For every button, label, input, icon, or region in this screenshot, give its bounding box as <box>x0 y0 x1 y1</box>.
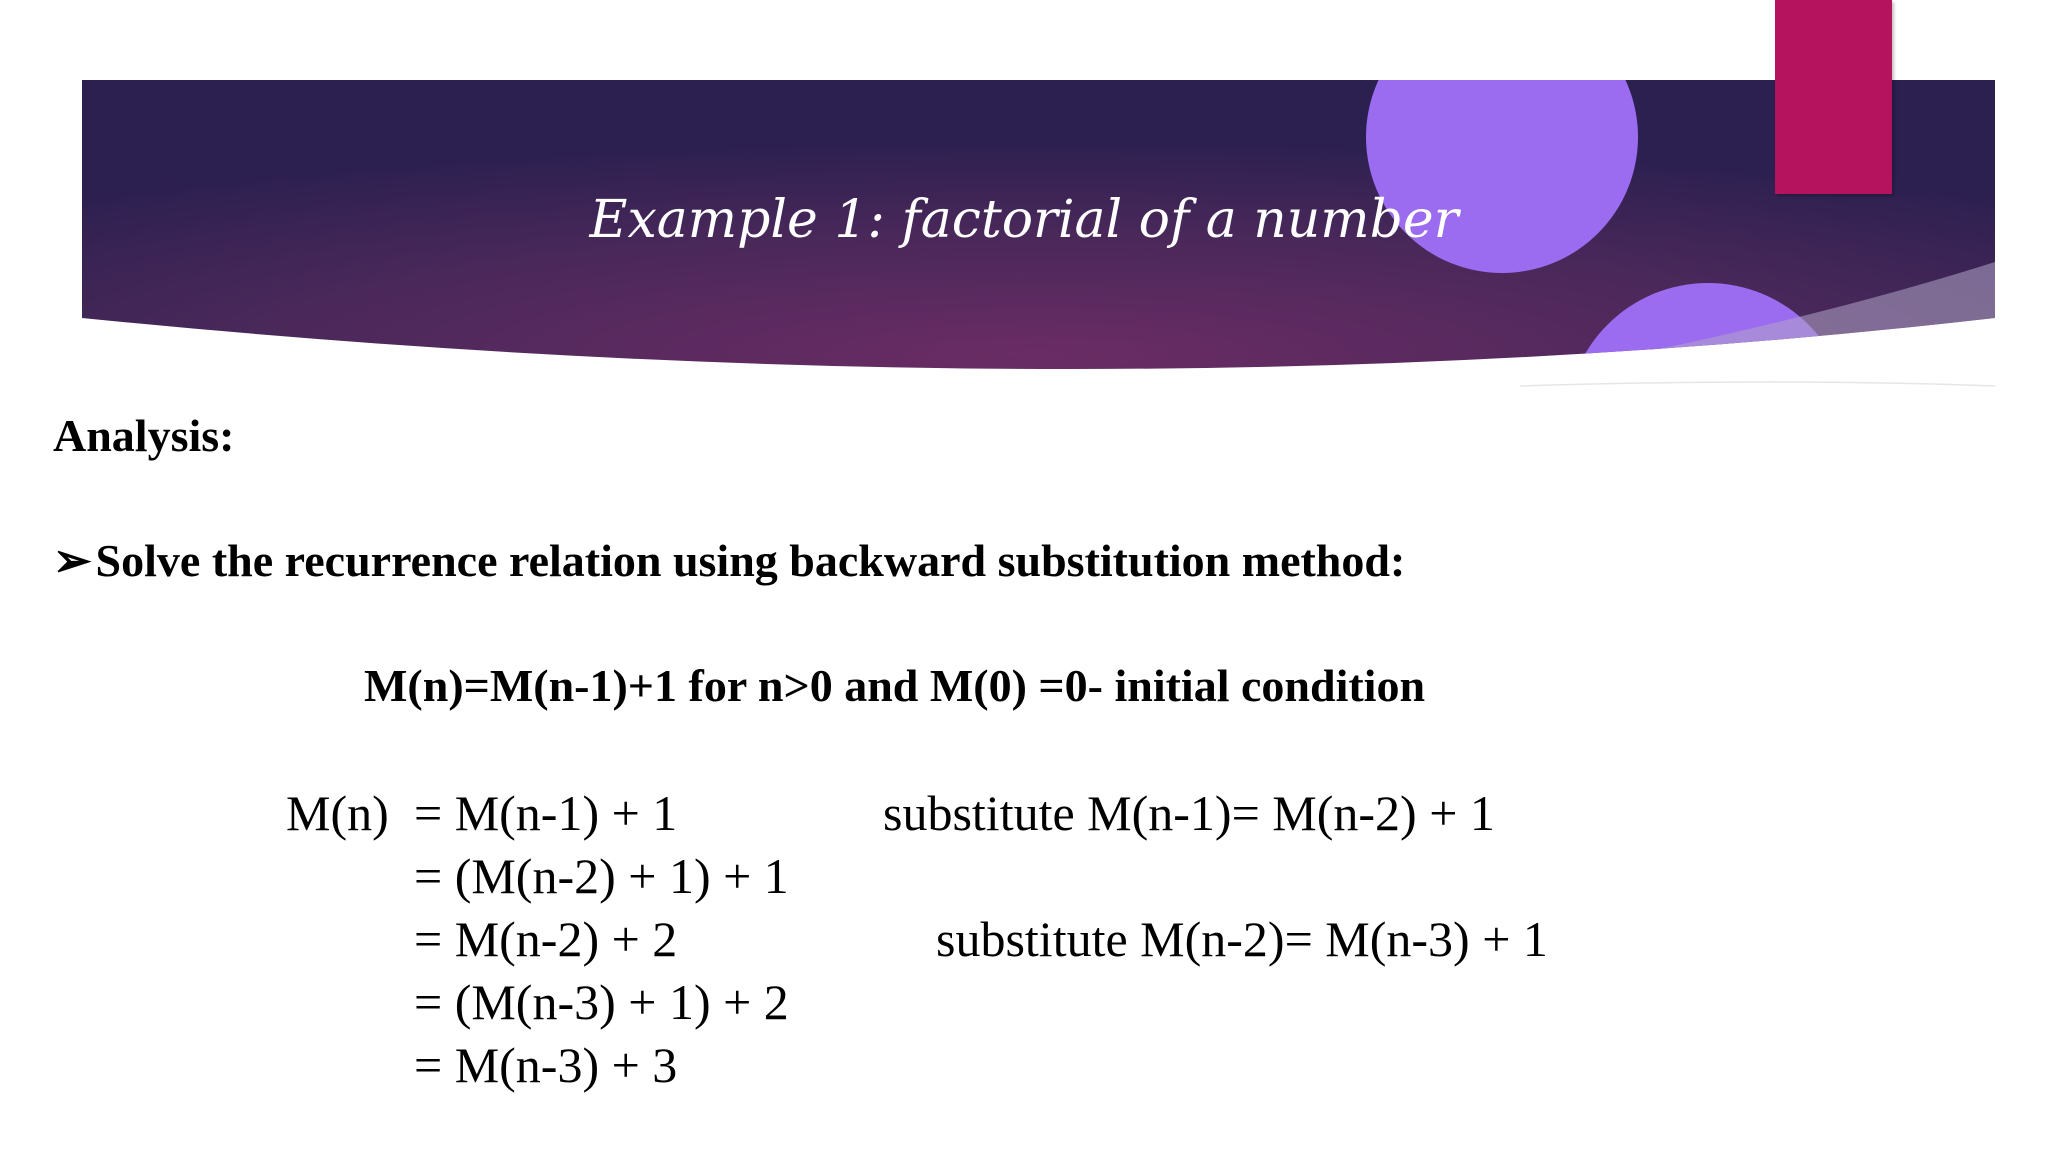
analysis-heading: Analysis: <box>53 410 235 461</box>
pink-accent-tab <box>1775 0 1892 194</box>
derivation-lhs: M(n) <box>286 785 389 841</box>
substitution-note: substitute M(n-1)= M(n-2) + 1 <box>883 785 1495 841</box>
derivation-line: = (M(n-3) + 1) + 2 <box>414 974 789 1030</box>
derivation-line: = (M(n-2) + 1) + 1 <box>414 848 789 904</box>
recurrence-relation: M(n)=M(n-1)+1 for n>0 and M(0) =0- initial condition <box>364 660 1426 711</box>
derivation-line: = M(n-3) + 3 <box>414 1037 678 1093</box>
derivation-line: = M(n-1) + 1 <box>414 785 678 841</box>
bullet-item <box>53 535 1406 586</box>
slide-title: Example 1: factorial of a number <box>589 190 1459 250</box>
arrow-bullet-icon: ➢ <box>53 535 92 586</box>
bullet-text: Solve the recurrence relation using backward substitution method: <box>95 535 1406 586</box>
substitution-note: substitute M(n-2)= M(n-3) + 1 <box>936 911 1548 967</box>
derivation-line: = M(n-2) + 2 <box>414 911 678 967</box>
